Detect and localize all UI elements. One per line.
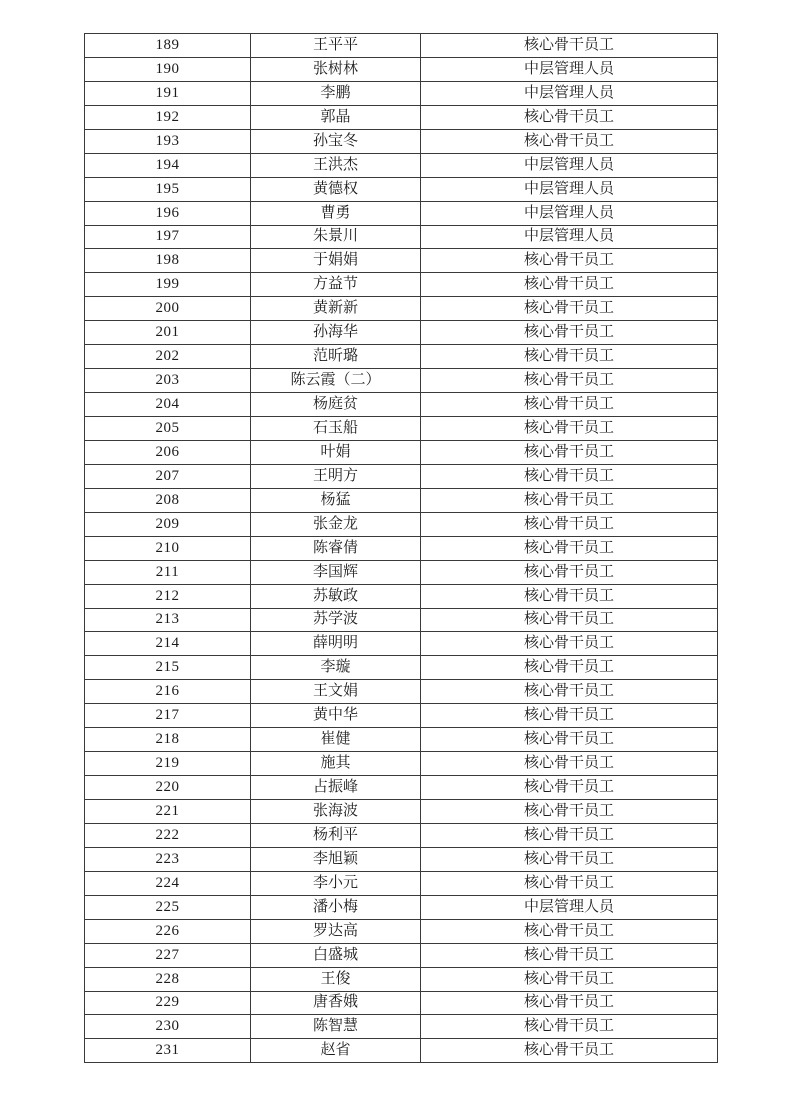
cell-category: 核心骨干员工 xyxy=(421,321,718,345)
table-row xyxy=(85,464,718,488)
cell-category: 中层管理人员 xyxy=(421,153,718,177)
cell-name: 苏学波 xyxy=(251,608,421,632)
cell-name: 曹勇 xyxy=(251,201,421,225)
cell-category: 核心骨干员工 xyxy=(421,34,718,58)
cell-name: 石玉船 xyxy=(251,417,421,441)
cell-name: 郭晶 xyxy=(251,105,421,129)
table-row xyxy=(85,57,718,81)
cell-category: 核心骨干员工 xyxy=(421,728,718,752)
cell-number: 207 xyxy=(85,464,251,488)
cell-number: 225 xyxy=(85,895,251,919)
cell-number: 228 xyxy=(85,967,251,991)
table-row xyxy=(85,129,718,153)
cell-number: 212 xyxy=(85,584,251,608)
cell-number: 230 xyxy=(85,1015,251,1039)
cell-name: 陈睿倩 xyxy=(251,536,421,560)
cell-name: 王平平 xyxy=(251,34,421,58)
table-row xyxy=(85,871,718,895)
table-row xyxy=(85,273,718,297)
cell-number: 218 xyxy=(85,728,251,752)
cell-category: 核心骨干员工 xyxy=(421,512,718,536)
table-row xyxy=(85,1015,718,1039)
cell-category: 核心骨干员工 xyxy=(421,967,718,991)
table-row xyxy=(85,297,718,321)
cell-category: 核心骨干员工 xyxy=(421,1015,718,1039)
cell-number: 209 xyxy=(85,512,251,536)
cell-category: 中层管理人员 xyxy=(421,177,718,201)
cell-name: 张树林 xyxy=(251,57,421,81)
cell-number: 197 xyxy=(85,225,251,249)
cell-name: 占振峰 xyxy=(251,776,421,800)
employee-roster-table xyxy=(84,33,718,1063)
cell-name: 李小元 xyxy=(251,871,421,895)
cell-number: 221 xyxy=(85,800,251,824)
cell-number: 194 xyxy=(85,153,251,177)
cell-category: 核心骨干员工 xyxy=(421,129,718,153)
cell-name: 李旭颖 xyxy=(251,847,421,871)
cell-category: 核心骨干员工 xyxy=(421,919,718,943)
table-row xyxy=(85,369,718,393)
cell-name: 白盛城 xyxy=(251,943,421,967)
cell-number: 208 xyxy=(85,488,251,512)
cell-category: 核心骨干员工 xyxy=(421,704,718,728)
cell-number: 192 xyxy=(85,105,251,129)
cell-name: 李鹏 xyxy=(251,81,421,105)
table-row xyxy=(85,488,718,512)
cell-number: 219 xyxy=(85,752,251,776)
cell-name: 黄德权 xyxy=(251,177,421,201)
cell-name: 苏敏政 xyxy=(251,584,421,608)
cell-number: 198 xyxy=(85,249,251,273)
table-row xyxy=(85,656,718,680)
cell-number: 205 xyxy=(85,417,251,441)
cell-number: 191 xyxy=(85,81,251,105)
cell-name: 崔健 xyxy=(251,728,421,752)
cell-number: 204 xyxy=(85,393,251,417)
table-row xyxy=(85,249,718,273)
cell-number: 206 xyxy=(85,440,251,464)
cell-category: 核心骨干员工 xyxy=(421,297,718,321)
table-row xyxy=(85,943,718,967)
cell-name: 李璇 xyxy=(251,656,421,680)
cell-category: 中层管理人员 xyxy=(421,225,718,249)
cell-category: 核心骨干员工 xyxy=(421,369,718,393)
cell-category: 中层管理人员 xyxy=(421,57,718,81)
cell-number: 229 xyxy=(85,991,251,1015)
table-row xyxy=(85,440,718,464)
cell-number: 220 xyxy=(85,776,251,800)
cell-number: 202 xyxy=(85,345,251,369)
cell-category: 中层管理人员 xyxy=(421,81,718,105)
cell-name: 叶娟 xyxy=(251,440,421,464)
table-row xyxy=(85,105,718,129)
cell-name: 陈云霞（二） xyxy=(251,369,421,393)
table-row xyxy=(85,895,718,919)
cell-category: 核心骨干员工 xyxy=(421,800,718,824)
cell-number: 193 xyxy=(85,129,251,153)
table-row xyxy=(85,81,718,105)
cell-number: 211 xyxy=(85,560,251,584)
cell-name: 黄新新 xyxy=(251,297,421,321)
cell-category: 核心骨干员工 xyxy=(421,464,718,488)
cell-name: 孙海华 xyxy=(251,321,421,345)
cell-number: 222 xyxy=(85,823,251,847)
cell-name: 潘小梅 xyxy=(251,895,421,919)
cell-name: 陈智慧 xyxy=(251,1015,421,1039)
employee-table-body xyxy=(85,34,718,1063)
cell-category: 核心骨干员工 xyxy=(421,680,718,704)
cell-category: 核心骨干员工 xyxy=(421,584,718,608)
cell-category: 核心骨干员工 xyxy=(421,417,718,441)
cell-number: 224 xyxy=(85,871,251,895)
cell-category: 核心骨干员工 xyxy=(421,440,718,464)
cell-category: 核心骨干员工 xyxy=(421,847,718,871)
cell-number: 195 xyxy=(85,177,251,201)
cell-category: 核心骨干员工 xyxy=(421,656,718,680)
cell-name: 王洪杰 xyxy=(251,153,421,177)
cell-number: 189 xyxy=(85,34,251,58)
cell-name: 杨猛 xyxy=(251,488,421,512)
cell-category: 核心骨干员工 xyxy=(421,776,718,800)
table-row xyxy=(85,201,718,225)
cell-name: 唐香娥 xyxy=(251,991,421,1015)
table-row xyxy=(85,728,718,752)
cell-number: 190 xyxy=(85,57,251,81)
table-row xyxy=(85,345,718,369)
cell-name: 赵省 xyxy=(251,1039,421,1063)
cell-category: 核心骨干员工 xyxy=(421,345,718,369)
cell-number: 203 xyxy=(85,369,251,393)
cell-number: 227 xyxy=(85,943,251,967)
cell-name: 薛明明 xyxy=(251,632,421,656)
table-row xyxy=(85,991,718,1015)
cell-name: 张海波 xyxy=(251,800,421,824)
cell-category: 核心骨干员工 xyxy=(421,488,718,512)
cell-number: 210 xyxy=(85,536,251,560)
cell-number: 199 xyxy=(85,273,251,297)
cell-category: 核心骨干员工 xyxy=(421,1039,718,1063)
cell-category: 核心骨干员工 xyxy=(421,273,718,297)
cell-category: 核心骨干员工 xyxy=(421,632,718,656)
cell-name: 孙宝冬 xyxy=(251,129,421,153)
cell-name: 施其 xyxy=(251,752,421,776)
table-row xyxy=(85,512,718,536)
table-row xyxy=(85,847,718,871)
cell-category: 核心骨干员工 xyxy=(421,823,718,847)
cell-category: 中层管理人员 xyxy=(421,895,718,919)
cell-number: 214 xyxy=(85,632,251,656)
cell-number: 231 xyxy=(85,1039,251,1063)
table-row xyxy=(85,536,718,560)
cell-category: 核心骨干员工 xyxy=(421,871,718,895)
table-row xyxy=(85,704,718,728)
cell-number: 223 xyxy=(85,847,251,871)
table-row xyxy=(85,823,718,847)
cell-number: 226 xyxy=(85,919,251,943)
table-row xyxy=(85,177,718,201)
table-row xyxy=(85,321,718,345)
table-row xyxy=(85,584,718,608)
cell-name: 于娟娟 xyxy=(251,249,421,273)
cell-number: 213 xyxy=(85,608,251,632)
table-row xyxy=(85,417,718,441)
table-row xyxy=(85,153,718,177)
table-row xyxy=(85,225,718,249)
cell-category: 核心骨干员工 xyxy=(421,943,718,967)
table-row xyxy=(85,919,718,943)
table-row xyxy=(85,632,718,656)
cell-category: 核心骨干员工 xyxy=(421,536,718,560)
cell-name: 杨利平 xyxy=(251,823,421,847)
cell-category: 中层管理人员 xyxy=(421,201,718,225)
table-row xyxy=(85,393,718,417)
cell-number: 216 xyxy=(85,680,251,704)
cell-name: 方益节 xyxy=(251,273,421,297)
cell-number: 215 xyxy=(85,656,251,680)
cell-name: 王俊 xyxy=(251,967,421,991)
cell-name: 王明方 xyxy=(251,464,421,488)
table-row xyxy=(85,680,718,704)
cell-name: 黄中华 xyxy=(251,704,421,728)
table-row xyxy=(85,608,718,632)
cell-name: 罗达高 xyxy=(251,919,421,943)
cell-number: 196 xyxy=(85,201,251,225)
table-row xyxy=(85,776,718,800)
cell-name: 朱景川 xyxy=(251,225,421,249)
cell-category: 核心骨干员工 xyxy=(421,393,718,417)
cell-category: 核心骨干员工 xyxy=(421,752,718,776)
table-row xyxy=(85,34,718,58)
table-row xyxy=(85,1039,718,1063)
cell-number: 217 xyxy=(85,704,251,728)
cell-category: 核心骨干员工 xyxy=(421,560,718,584)
cell-name: 范昕璐 xyxy=(251,345,421,369)
table-row xyxy=(85,800,718,824)
cell-name: 张金龙 xyxy=(251,512,421,536)
cell-number: 201 xyxy=(85,321,251,345)
cell-name: 李国辉 xyxy=(251,560,421,584)
cell-name: 杨庭贫 xyxy=(251,393,421,417)
cell-category: 核心骨干员工 xyxy=(421,249,718,273)
table-row xyxy=(85,967,718,991)
cell-category: 核心骨干员工 xyxy=(421,105,718,129)
cell-number: 200 xyxy=(85,297,251,321)
cell-name: 王文娟 xyxy=(251,680,421,704)
table-row xyxy=(85,752,718,776)
table-row xyxy=(85,560,718,584)
cell-category: 核心骨干员工 xyxy=(421,991,718,1015)
cell-category: 核心骨干员工 xyxy=(421,608,718,632)
